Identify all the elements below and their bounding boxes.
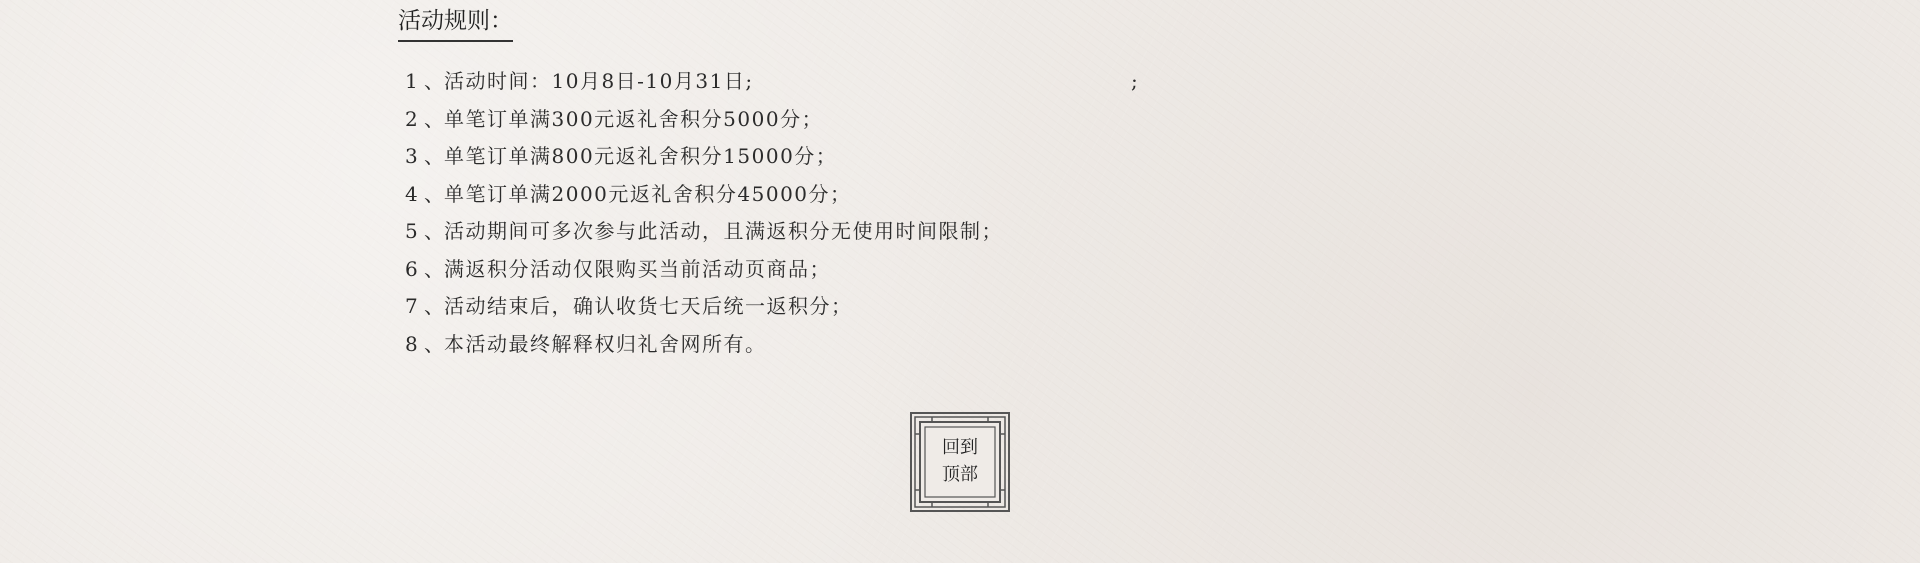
rule-separator: 、 bbox=[424, 256, 446, 281]
rule-number: 4 bbox=[405, 181, 420, 206]
rule-number: 7 bbox=[405, 294, 420, 318]
rule-text: 单笔订单满2000元返礼舍积分45000分； bbox=[444, 181, 852, 206]
back-to-top-line2: 顶部 bbox=[942, 464, 978, 485]
rule-separator: 、 bbox=[424, 219, 446, 243]
rule-item-1 bbox=[405, 66, 1003, 104]
back-to-top-button[interactable] bbox=[910, 412, 1010, 512]
rule-text: 活动期间可多次参与此活动，且满返积分无使用时间限制； bbox=[444, 219, 1003, 243]
back-to-top-line1: 回到 bbox=[942, 437, 978, 458]
rule-text: 满返积分活动仅限购买当前活动页商品； bbox=[444, 256, 831, 281]
rule-separator: 、 bbox=[424, 181, 446, 206]
rule-number: 6 bbox=[405, 256, 420, 281]
back-to-top-label bbox=[910, 434, 1010, 488]
rule-separator: 、 bbox=[424, 144, 446, 168]
rules-section-title: 活动规则： bbox=[398, 6, 513, 42]
rule-number: 5 bbox=[405, 219, 420, 243]
rule-text: 单笔订单满800元返礼舍积分15000分； bbox=[444, 144, 838, 168]
rule-text: 本活动最终解释权归礼舍网所有。 bbox=[444, 331, 767, 356]
rule-text: 活动时间：10月8日-10月31日; bbox=[444, 69, 754, 93]
rules-list bbox=[405, 66, 1003, 366]
rule-text: 单笔订单满300元返礼舍积分5000分； bbox=[444, 106, 824, 131]
rule-number: 3 bbox=[405, 144, 420, 168]
rule-item-6 bbox=[405, 254, 1003, 292]
rule-item-7 bbox=[405, 291, 1003, 329]
rule-item-3 bbox=[405, 141, 1003, 179]
rule-item-8 bbox=[405, 329, 1003, 367]
rule-separator: 、 bbox=[424, 331, 446, 356]
rule-item-5 bbox=[405, 216, 1003, 254]
rule-text: 活动结束后，确认收货七天后统一返积分； bbox=[444, 294, 853, 318]
rule-number: 2 bbox=[405, 106, 420, 131]
rule-item-2 bbox=[405, 104, 1003, 142]
rule-number: 8 bbox=[405, 331, 420, 356]
rule-separator: 、 bbox=[424, 69, 446, 93]
rule-item-4 bbox=[405, 179, 1003, 217]
rule-separator: 、 bbox=[424, 106, 446, 131]
rule-number: 1 bbox=[405, 69, 420, 93]
stray-semicolon: ; bbox=[1131, 69, 1138, 93]
rule-separator: 、 bbox=[424, 294, 446, 318]
